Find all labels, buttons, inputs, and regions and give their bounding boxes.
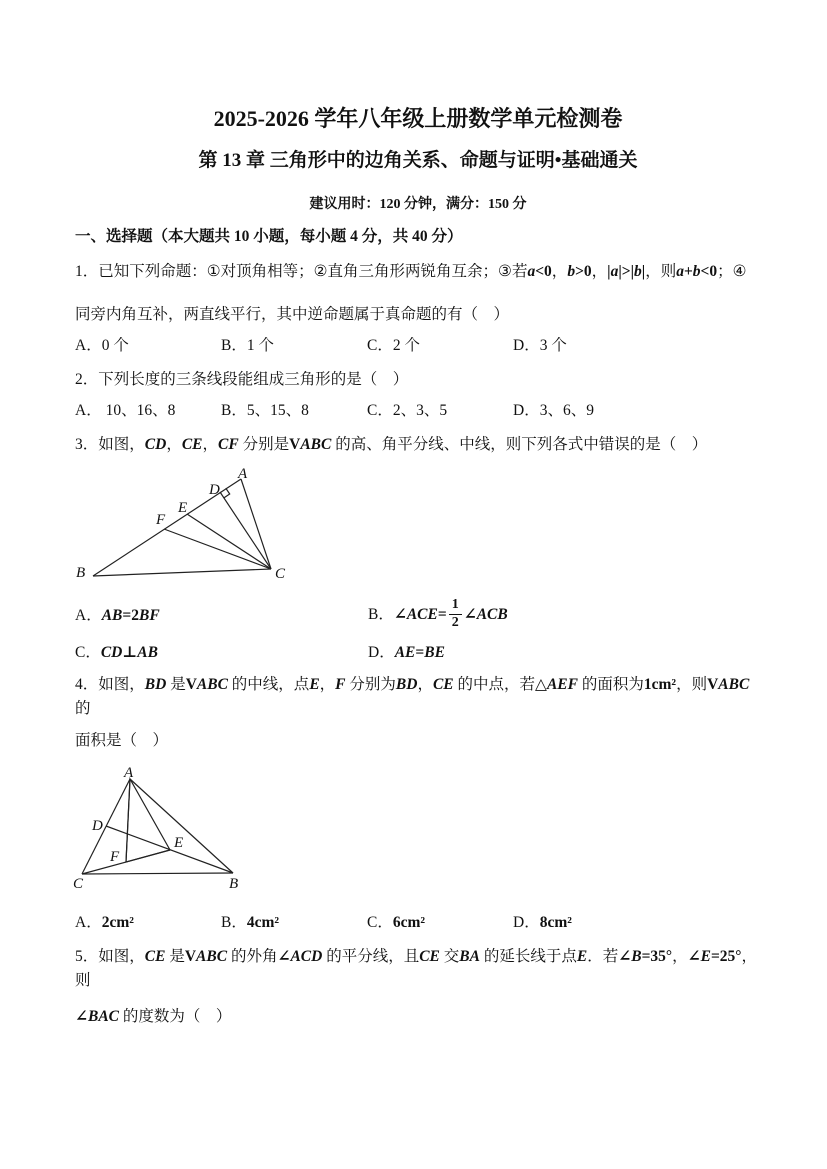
question-4-option-c: C．6cm² bbox=[367, 914, 426, 931]
question-5 bbox=[75, 945, 761, 1029]
question-1-option-d: D．3 个 bbox=[513, 337, 567, 354]
vertex-label-d: D bbox=[92, 818, 103, 834]
question-2-option-b: B．5、15、8 bbox=[221, 402, 309, 419]
vertex-label-e: E bbox=[174, 835, 184, 851]
triangle-abc-median-figure bbox=[65, 757, 255, 897]
question-3-options-row-2 bbox=[75, 643, 761, 663]
vertex-label-d: D bbox=[209, 482, 220, 498]
question-3-text: 3．如图，CD，CE，CF 分别是VABC 的高、角平分线、中线，则下列各式中错误的是（ ） bbox=[75, 436, 708, 453]
question-1-options bbox=[75, 336, 761, 356]
question-5-text-line-1: 5．如图，CE 是VABC 的外角∠ACD 的平分线，且CE 交BA 的延长线于点E．若∠B=35°，∠E=25°，则 bbox=[75, 948, 758, 989]
question-4-text-line-1: 4．如图，BD 是VABC 的中线，点E，F 分别为BD，CE 的中点，若△AEF 的面积为1cm²，则VABC 的 bbox=[75, 676, 750, 717]
question-4-text-line-2: 面积是（ ） bbox=[75, 732, 169, 749]
chapter-title: 第 13 章 三角形中的边角关系、命题与证明•基础通关 bbox=[198, 150, 638, 171]
vertex-label-b: B bbox=[76, 565, 86, 581]
question-2-option-a: A． 10、16、8 bbox=[75, 402, 176, 419]
side-bc bbox=[93, 569, 271, 576]
side-cb bbox=[82, 873, 233, 874]
question-4-option-a: A．2cm² bbox=[75, 914, 134, 931]
side-ba bbox=[130, 779, 233, 873]
vertex-label-f: F bbox=[156, 512, 166, 528]
question-4 bbox=[75, 673, 761, 933]
vertex-label-b: B bbox=[229, 876, 239, 892]
question-4-options bbox=[75, 913, 761, 933]
side-ca bbox=[241, 479, 271, 569]
question-2-option-c: C．2、3、5 bbox=[367, 402, 448, 419]
section-1-heading: 一、选择题（本大题共 10 小题，每小题 4 分，共 40 分） bbox=[75, 228, 463, 245]
question-3-option-b: B．∠ACE= $\frac{1}{2}$ ∠ACB bbox=[368, 597, 508, 630]
figure-q3-triangle bbox=[65, 459, 761, 587]
question-2-options bbox=[75, 401, 761, 421]
vertex-label-e: E bbox=[178, 500, 188, 516]
shaded-triangle-aef bbox=[126, 779, 170, 862]
vertex-label-c: C bbox=[73, 876, 84, 892]
bisector-ce bbox=[187, 514, 271, 569]
vertex-label-f: F bbox=[110, 849, 120, 865]
vertex-label-c: C bbox=[275, 566, 286, 582]
question-2-text: 2．下列长度的三条线段能组成三角形的是（ ） bbox=[75, 371, 409, 388]
question-5-text-line-2: ∠BAC 的度数为（ ） bbox=[75, 1008, 232, 1025]
altitude-cd bbox=[220, 492, 271, 569]
question-3-option-c: C．CD⊥AB bbox=[75, 644, 158, 661]
figure-q4-triangle bbox=[65, 757, 761, 897]
triangle-abc-cevians-figure bbox=[65, 459, 315, 587]
exam-meta: 建议用时：120 分钟，满分：150 分 bbox=[309, 197, 527, 212]
question-3-option-d: D．AE=BE bbox=[368, 644, 445, 661]
median-bd bbox=[106, 826, 233, 873]
question-1-option-b: B．1 个 bbox=[221, 337, 274, 354]
question-1-text-line-2: 同旁内角互补，两直线平行，其中逆命题属于真命题的有（ ） bbox=[75, 306, 510, 323]
vertex-label-a: A bbox=[238, 466, 248, 482]
question-3 bbox=[75, 433, 761, 663]
question-1-option-a: A．0 个 bbox=[75, 337, 129, 354]
question-1-option-c: C．2 个 bbox=[367, 337, 420, 354]
question-3-options-row-1 bbox=[75, 595, 761, 637]
median-cf bbox=[164, 529, 271, 569]
question-4-option-b: B．4cm² bbox=[221, 914, 280, 931]
segment-af bbox=[126, 779, 130, 862]
question-4-option-d: D．8cm² bbox=[513, 914, 572, 931]
question-1 bbox=[75, 260, 761, 356]
question-2 bbox=[75, 368, 761, 421]
page-title: 2025-2026 学年八年级上册数学单元检测卷 bbox=[213, 106, 623, 131]
question-2-option-d: D．3、6、9 bbox=[513, 402, 594, 419]
question-1-text-line-1: 1．已知下列命题：①对顶角相等；②直角三角形两锐角互余；③若a<0，b>0，|a|>|b|，则a+b<0；④ bbox=[75, 263, 747, 280]
vertex-label-a: A bbox=[124, 765, 134, 781]
question-3-option-a: A．AB=2BF bbox=[75, 607, 160, 624]
